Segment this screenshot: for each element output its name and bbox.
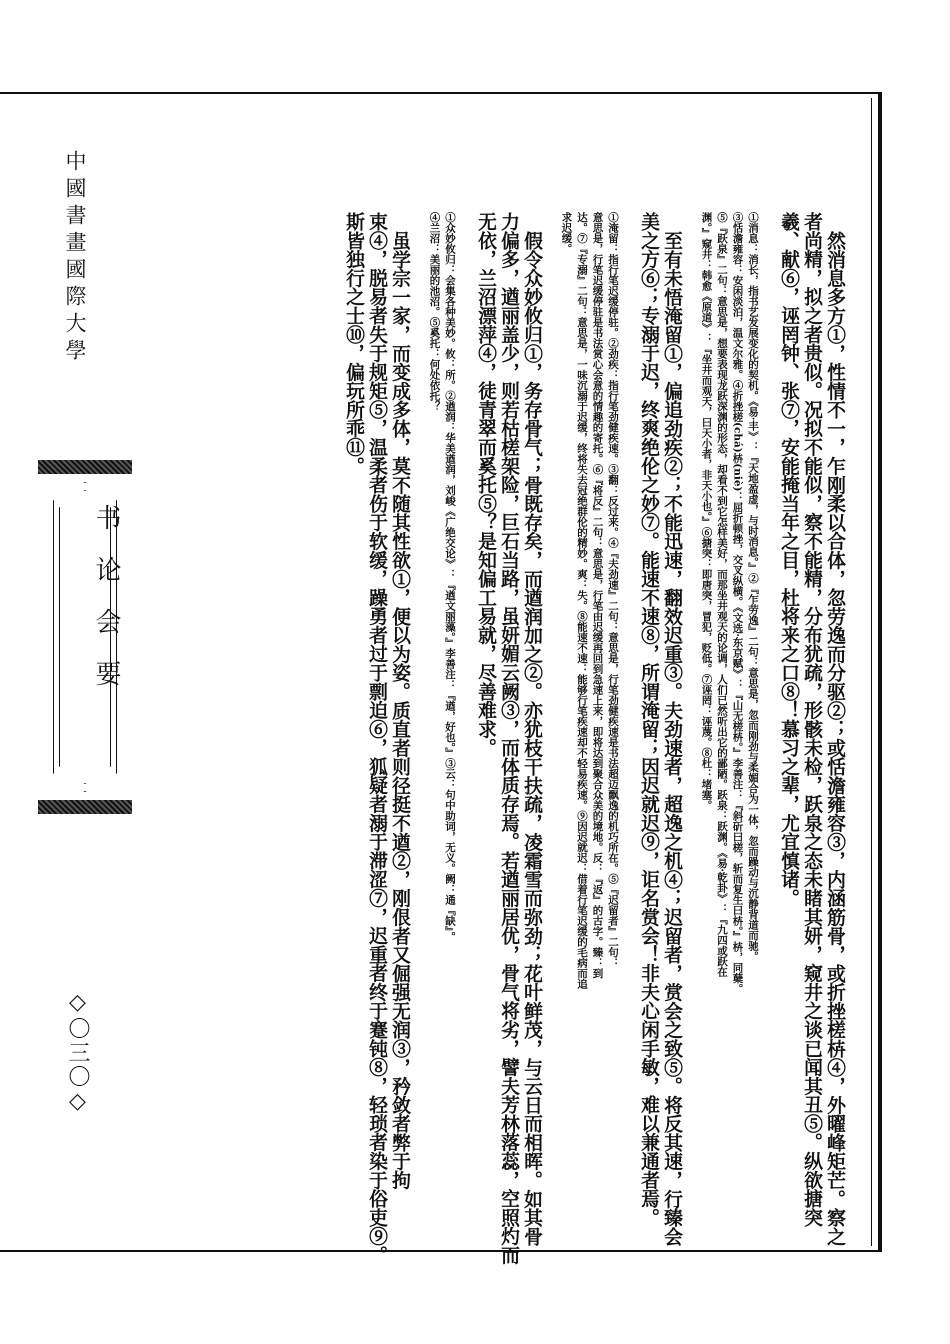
annotation-column: ①众妙攸归：会集各种美妙。攸：所。②遒润：华美遒润，刘峻《广绝交论》：『遒文丽藻。』李善注：『遒，好也。』③云：句中助词，无义。阙：通『缺』。	[444, 212, 456, 942]
main-text-column: 虽学宗一家，而变成多体，莫不随其性欲①，便以为姿。质直者则径挺不遒②，刚佷者又倔强无润③，矜敛者弊于拘	[389, 231, 411, 1190]
page-number: ◇〇三〇◇	[65, 990, 90, 1116]
annotation-column: ①淹留：指行笔迟缓停驻。②劲疾：指行笔劲健疾速。③翻：反过来。④『夫劲速』二句：意思是，行笔劲健疾速是书法超迈飘逸的机巧所在。⑤『迟留者』二句：	[607, 212, 619, 968]
vertical-text-body	[140, 212, 846, 1265]
university-name: 中國書畫國際大學	[63, 150, 87, 366]
cartouche-bottom-bar	[38, 800, 132, 814]
annotation-column: ①消息：消长，指书艺发展变化的契机。《易·丰》：『天地盈虚，与时消息。』②『乍劳逸』二句：意思是，忽而刚劲与柔媚合为一体，忽而躁动与沉静背道而驰。	[747, 212, 759, 962]
cartouche-top-bar	[38, 460, 132, 474]
main-text-column: 然消息多方①，性情不一，乍刚柔以合体，忽劳逸而分驱②；或恬澹雍容③，内涵筋骨，或折挫槎枿④，外曜峰矩芒。察之	[824, 231, 846, 1246]
main-text-column: 者尚精，拟之者贵似。况拟不能似，察不能精，分布犹疏，形骸未检，跃泉之态未睹其妍，窥井之谈已闻其丑⑤。纵欲搪突	[801, 212, 823, 1227]
sidebar	[45, 150, 125, 1230]
main-text-column: 美之方⑥；专溺于迟，终爽绝伦之妙⑦。能速不速⑧，所谓淹留；因迟就迟⑨，讵名赏会！非夫心闲手敏，难以兼通者焉。	[638, 212, 660, 1227]
annotation-column: ④兰沼：美丽的池沼。⑤奚托：何处依托？	[428, 212, 441, 412]
annotation-column: 求迟缓。	[560, 212, 573, 254]
main-text-column: 束④，脱易者失于规矩⑤，温柔者伤于软缓，躁勇者过于剽迫⑥，狐疑者溺于滞涩⑦，迟重者终于蹇钝⑧，轻琐者染于俗吏⑨。	[366, 212, 388, 1265]
main-text-column: 至有未悟淹留①，偏追劲疾②；不能迅速，翻效迟重③。夫劲速者，超逸之机④；迟留者，赏会之致⑤。将反其速，行臻会	[661, 231, 683, 1246]
main-text-column: 羲、献⑥，诬罔钟、张⑦，安能掩当年之目，杜将来之口⑧！慕习之辈，尤宜慎诸。	[778, 212, 800, 908]
main-text-column: 假令众妙攸归①，务存骨气；骨既存矣，而遒润加之②。亦犹枝干扶疏，凌霜雪而弥劲；花叶鲜茂，与云日而相晖。如其骨	[521, 231, 543, 1246]
main-text-column: 斯皆独行之士⑩，偏玩所乖⑪。	[343, 212, 365, 476]
annotation-column: ⑤『跃泉』二句：意思是，想要表现龙跃深渊的形态，却看不到它怎样美好，而那坐井观天的论调，人们已然听出它的鄙陋。跃泉：跃渊。《易·乾卦》：『九四或跃在	[716, 212, 728, 977]
main-text-column: 力偏多，遒丽盖少，则若枯槎架险，巨石当路，虽妍媚云阙③，而体质存焉。若遒丽居优，骨气将劣，譬夫芳林落蕊，空照灼而	[498, 212, 520, 1265]
annotation-column: 达。⑦『专溺』二句：意思是，一味沉溺于迟缓，终将失去冠绝群伦的精妙。爽：失。⑧能速不速：能够行笔疾速却不轻易疾速。⑨因迟就迟：借着行笔迟缓的毛病而追	[576, 212, 588, 989]
annotation-column: 意思是，行笔迟缓停驻是书法赏心会意的情趣的寄托。⑥『将反』二句：意思是，行笔由迟缓再回到急速上来，即将达到聚合众美的境地。反：『返』的古字。臻：到	[591, 212, 604, 979]
title-cartouche	[45, 460, 125, 814]
annotation-column: ③恬澹雍容：安闲淡泊，温文尔雅。④折挫槎(chá)枿(niè)：屈折顿挫，交叉纵横。《文选·东京赋》：『山无槎枿。』李善注：『斜斫曰槎，斩而复生曰枿。』枿，同蘖。	[731, 212, 744, 994]
annotation-column: 渊。』窥井：韩愈《原道》：『坐井而观天，曰天小者，非天小也。』⑥搪突：即唐突，冒犯，贬低。⑦诬罔：诬蔑。⑧杜：堵塞。	[700, 212, 713, 811]
book-title: 书论会要	[91, 504, 121, 712]
main-text-column: 无依，兰沼漂萍④，徒青翠而奚托⑤？是知偏工易就，尽善难求。	[475, 212, 497, 757]
